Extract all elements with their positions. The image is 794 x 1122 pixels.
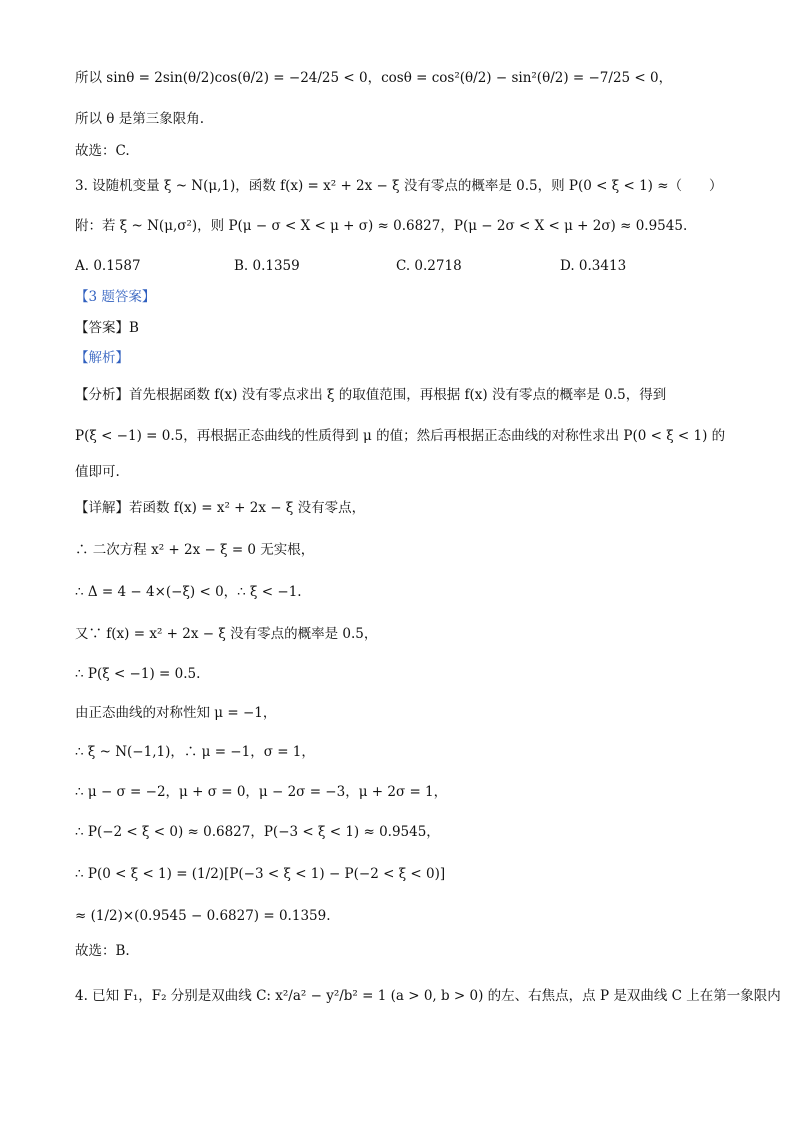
option-c: C. 0.2718 — [396, 258, 462, 274]
analysis-line-1: 【分析】首先根据函数 f(x) 没有零点求出 ξ 的取值范围，再根据 f(x) 没有零点的概率是 0.5，得到 — [75, 387, 667, 403]
solution-line-sin-cos: 所以 sinθ = 2sin(θ/2)cos(θ/2) = −24/25 < 0，cosθ = cos²(θ/2) − sin²(θ/2) = −7/25 < 0， — [75, 70, 673, 86]
answer-section-heading: 【3 题答案】 — [75, 289, 156, 305]
detail-line-2: ∴ 二次方程 x² + 2x − ξ = 0 无实根， — [75, 542, 315, 558]
question-3-appendix: 附：若 ξ ~ N(μ,σ²)，则 P(μ − σ < X < μ + σ) ≈ 0.6827，P(μ − 2σ < X < μ + 2σ) ≈ 0.9545. — [75, 218, 688, 234]
detail-line-11: ≈ (1/2)×(0.9545 − 0.6827) = 0.1359. — [75, 908, 331, 924]
option-b: B. 0.1359 — [234, 258, 300, 274]
option-a: A. 0.1587 — [75, 258, 141, 274]
analysis-heading: 【解析】 — [75, 350, 129, 366]
answer-choice-b: 故选：B. — [75, 943, 130, 959]
solution-line-quadrant: 所以 θ 是第三象限角. — [75, 111, 205, 127]
option-d: D. 0.3413 — [560, 258, 627, 274]
detail-line-10: ∴ P(0 < ξ < 1) = (1/2)[P(−3 < ξ < 1) − P(−2 < ξ < 0)] — [75, 866, 446, 882]
question-3-stem: 3. 设随机变量 ξ ~ N(μ,1)，函数 f(x) = x² + 2x − ξ 没有零点的概率是 0.5，则 P(0 < ξ < 1) ≈（ ） — [75, 178, 723, 194]
detail-line-4: 又∵ f(x) = x² + 2x − ξ 没有零点的概率是 0.5， — [75, 626, 378, 642]
analysis-line-3: 值即可. — [75, 464, 120, 480]
analysis-line-2: P(ξ < −1) = 0.5，再根据正态曲线的性质得到 μ 的值；然后再根据正态曲线的对称性求出 P(0 < ξ < 1) 的 — [75, 428, 726, 444]
detail-line-6: 由正态曲线的对称性知 μ = −1， — [75, 705, 277, 721]
answer-line: 【答案】B — [75, 320, 139, 336]
detail-line-7: ∴ ξ ~ N(−1,1)，∴ μ = −1，σ = 1， — [75, 744, 315, 760]
detail-line-8: ∴ μ − σ = −2，μ + σ = 0，μ − 2σ = −3，μ + 2σ = 1， — [75, 784, 448, 800]
detail-line-9: ∴ P(−2 < ξ < 0) ≈ 0.6827，P(−3 < ξ < 1) ≈ 0.9545， — [75, 824, 440, 840]
detail-line-3: ∴ Δ = 4 − 4×(−ξ) < 0，∴ ξ < −1. — [75, 584, 302, 600]
detail-line-1: 【详解】若函数 f(x) = x² + 2x − ξ 没有零点， — [75, 500, 366, 516]
question-4-stem: 4. 已知 F₁，F₂ 分别是双曲线 C: x²/a² − y²/b² = 1 (a > 0, b > 0) 的左、右焦点，点 P 是双曲线 C 上在第一象限内 — [75, 988, 781, 1004]
detail-line-5: ∴ P(ξ < −1) = 0.5. — [75, 666, 201, 682]
answer-choice-c: 故选：C. — [75, 143, 130, 159]
